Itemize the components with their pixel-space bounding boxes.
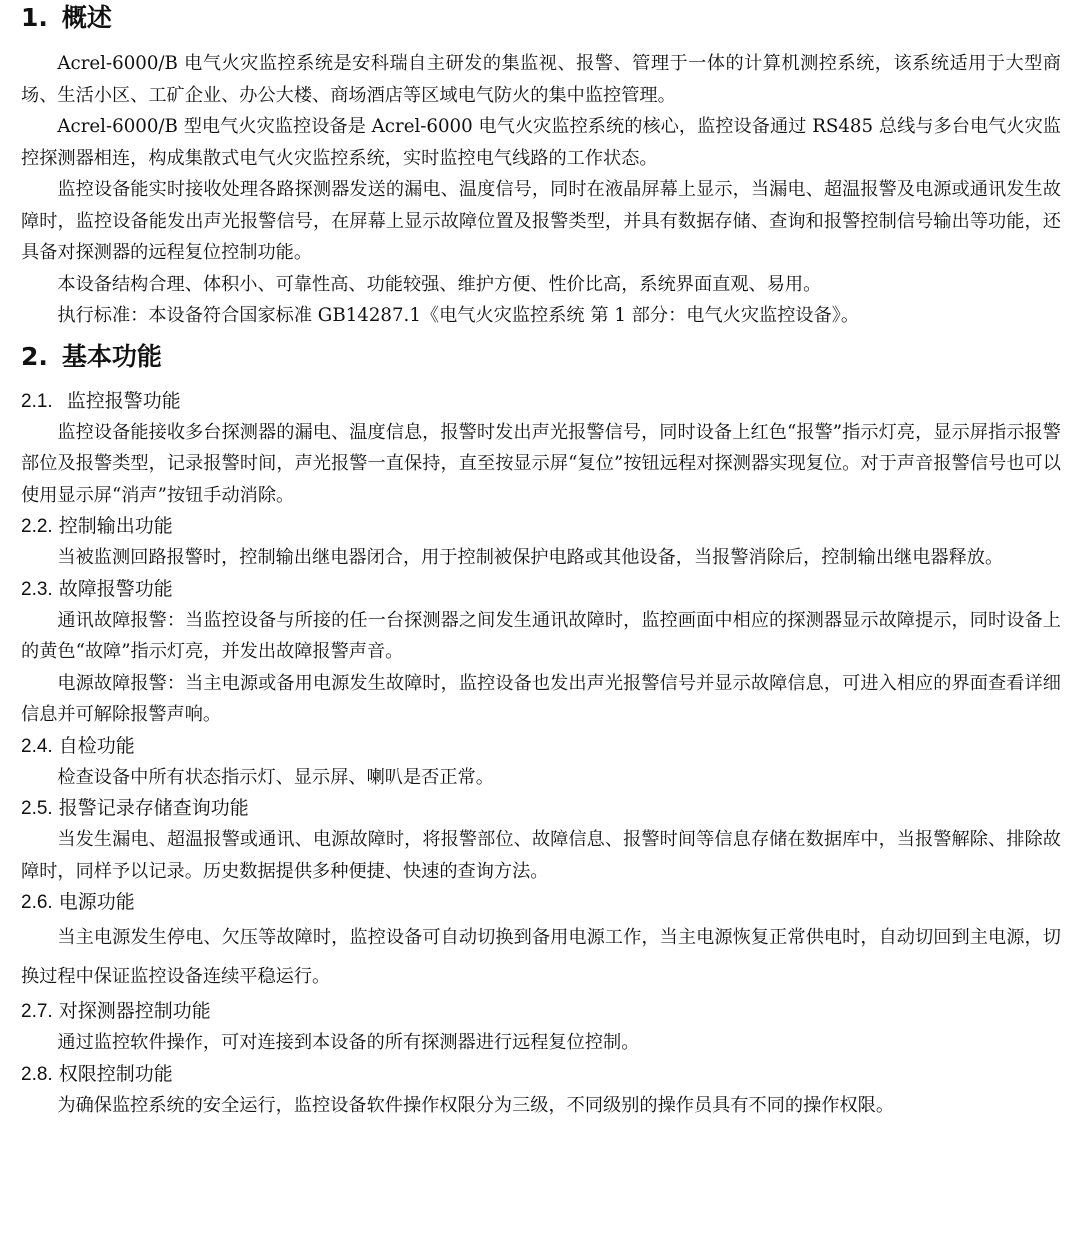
subsection-title: 权限控制功能 [58, 1063, 173, 1085]
section-heading-basic-functions [21, 340, 1061, 374]
subsection-heading-self-check [21, 732, 1061, 762]
subsection-heading-alarm-records [21, 794, 1061, 824]
subsection-heading-permission-control [21, 1060, 1061, 1090]
subsection-number: 2.1. [21, 390, 53, 412]
subsection-heading-fault-alarm [21, 575, 1061, 605]
subsection-number: 2.8. [21, 1063, 53, 1085]
subsection-title: 报警记录存储查询功能 [58, 798, 249, 819]
subsection-number: 2.7. [21, 1001, 53, 1022]
paragraph: 通讯故障报警：当监控设备与所接的任一台探测器之间发生通讯故障时，监控画面中相应的探测器显示故障提示，同时设备上的黄色“故障”指示灯亮，并发出故障报警声音。 [21, 609, 1061, 662]
subsection-title: 故障报警功能 [58, 578, 173, 600]
subsection-heading-power [21, 888, 1061, 918]
subsection-number: 2.4. [21, 735, 53, 757]
paragraph: 检查设备中所有状态指示灯、显示屏、喇叭是否正常。 [57, 766, 494, 788]
paragraph: 当主电源发生停电、欠压等故障时，监控设备可自动切换到备用电源工作，当主电源恢复正常供电时，自动切回到主电源，切换过程中保证监控设备连续平稳运行。 [21, 927, 1061, 987]
subsection-heading-detector-control [21, 997, 1061, 1027]
subsection-number: 2.5. [21, 798, 53, 819]
paragraph: Acrel-6000/B 型电气火灾监控设备是 Acrel-6000 电气火灾监控系统的核心，监控设备通过 RS485 总线与多台电气火灾监控探测器相连，构成集散式电气火灾监控系统，实时监控电气线路的工作状态。 [21, 116, 1061, 169]
subsection-number: 2.2. [21, 516, 53, 537]
paragraph: 执行标准：本设备符合国家标准 GB14287.1《电气火灾监控系统 第 1 部分：电气火灾监控设备》。 [57, 305, 860, 326]
subsection-title: 控制输出功能 [58, 516, 173, 537]
paragraph: 本设备结构合理、体积小、可靠性高、功能较强、维护方便、性价比高，系统界面直观、易用。 [57, 273, 822, 295]
paragraph: 通过监控软件操作，可对连接到本设备的所有探测器进行远程复位控制。 [57, 1032, 640, 1053]
subsection-title: 监控报警功能 [66, 390, 181, 412]
section-heading-overview [21, 1, 1061, 35]
section-title: 概述 [61, 3, 112, 32]
paragraph: 监控设备能接收多台探测器的漏电、温度信息，报警时发出声光报警信号，同时设备上红色“报警”指示灯亮，显示屏指示报警部位及报警类型，记录报警时间，声光报警一直保持，直至按显示屏“复位”按钮远程对探测器实现复位。对于声音报警信号也可以使用显示屏“消声”按钮手动消除。 [21, 421, 1061, 506]
subsection-title: 自检功能 [58, 735, 135, 757]
subsection-number: 2.3. [21, 578, 53, 600]
subsection-number: 2.6. [21, 892, 53, 913]
section-number: 1. [21, 3, 48, 32]
paragraph: 当被监测回路报警时，控制输出继电器闭合，用于控制被保护电路或其他设备，当报警消除后，控制输出继电器释放。 [57, 547, 1004, 568]
paragraph: 为确保监控系统的安全运行，监控设备软件操作权限分为三级，不同级别的操作员具有不同的操作权限。 [57, 1094, 895, 1116]
subsection-heading-control-output [21, 512, 1061, 542]
paragraph: 当发生漏电、超温报警或通讯、电源故障时，将报警部位、故障信息、报警时间等信息存储在数据库中，当报警解除、排除故障时，同样予以记录。历史数据提供多种便捷、快速的查询方法。 [21, 829, 1061, 882]
subsection-title: 电源功能 [58, 892, 135, 913]
paragraph: 电源故障报警：当主电源或备用电源发生故障时，监控设备也发出声光报警信号并显示故障信息，可进入相应的界面查看详细信息并可解除报警声响。 [21, 672, 1061, 725]
subsection-title: 对探测器控制功能 [58, 1001, 211, 1022]
paragraph: 监控设备能实时接收处理各路探测器发送的漏电、温度信号，同时在液晶屏幕上显示，当漏电、超温报警及电源或通讯发生故障时，监控设备能发出声光报警信号，在屏幕上显示故障位置及报警类型，并具有数据存储、查询和报警控制信号输出等功能，还具备对探测器的远程复位控制功能。 [21, 179, 1061, 263]
section-title: 基本功能 [61, 341, 162, 371]
subsection-heading-monitoring-alarm [21, 387, 1061, 417]
section-number: 2. [21, 341, 48, 371]
document-page [21, 0, 1061, 1121]
paragraph: Acrel-6000/B 电气火灾监控系统是安科瑞自主研发的集监视、报警、管理于一体的计算机测控系统，该系统适用于大型商场、生活小区、工矿企业、办公大楼、商场酒店等区域电气防火的集中监控管理。 [21, 53, 1061, 106]
